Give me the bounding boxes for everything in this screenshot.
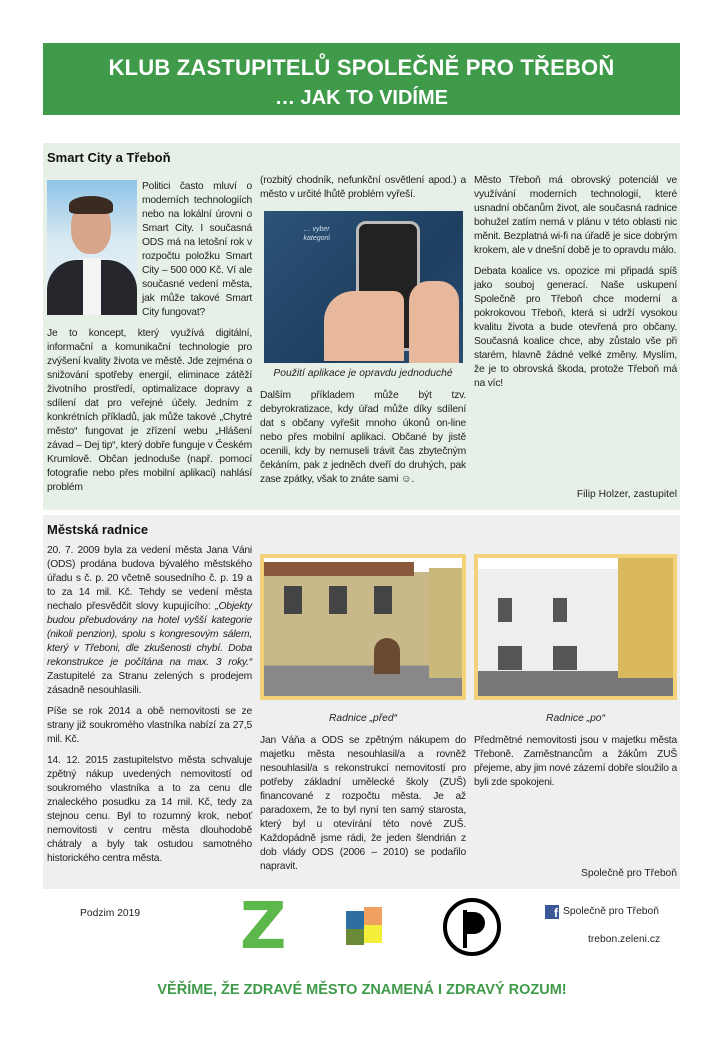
intro-paragraph: Politici často mluví o moderních technologiích nebo na lokální úrovni o Smart City. I současná ODS má na letošní rok v rozpočtu položku Smart City – 500 000 Kč. Ví ale současné vedení města, jak může takové Smart City fungovat?	[142, 181, 252, 318]
facebook-icon: f	[545, 905, 559, 919]
radnice-section	[43, 515, 680, 889]
paragraph: Píše se rok 2014 a obě nemovitosti se ze strany již soukromého vlastníka nabízí za 27,5 mil. Kč.	[47, 706, 252, 745]
newsletter-subtitle: … JAK TO VIDÍME	[275, 87, 448, 109]
green-party-logo: Z	[240, 890, 287, 964]
facebook-link[interactable]	[545, 905, 659, 919]
image-caption: Použití aplikace je opravdu jednoduché	[273, 368, 453, 379]
signature: Filip Holzer, zastupitel	[576, 489, 677, 500]
quote: „Objekty budou přebudovány na hotel vyšší kategorie (nikoli penzion), spolu s kongresovým sálem, který v Třeboni, dle zkušenosti chybí. Doba rekonstrukce je počítána na max. 3 roky.“	[47, 601, 252, 668]
town-hall-after-photo	[474, 554, 677, 700]
header-banner	[43, 43, 680, 115]
section-heading: Městská radnice	[47, 522, 149, 537]
issue-date: Podzim 2019	[80, 908, 141, 919]
newsletter-title: KLUB ZASTUPITELŮ SPOLEČNĚ PRO TŘEBOŇ	[108, 55, 615, 80]
signature: Společně pro Třeboň	[581, 868, 677, 879]
slogan: VĚŘÍME, ŽE ZDRAVÉ MĚSTO ZNAMENÁ I ZDRAVÝ ROZUM!	[157, 982, 567, 998]
paragraph: 14. 12. 2015 zastupitelstvo města schvaluje zpětný nákup uvedených nemovitostí od soukromého vlastníka a to za cenu dle znaleckého posudku za 14 mil. Kč, tedy za stejnou cenu. Byl to rozumný krok, neboť nemovitosti v centru města dlouhodobě chátraly a byly tak ostudou samotného historického centra města.	[47, 755, 252, 864]
footer	[43, 889, 680, 1039]
paragraph: Město Třeboň má obrovský potenciál ve využívání moderních technologií, které usnadní občanům život, ale současná radnice bohužel zatím nemá v plánu v této oblasti nic měnit. Bezplatná wi-fi na úřadě je sice dobrým krokem, ale v dnešní době je to opravdu málo.	[474, 175, 677, 256]
paragraph: Předmětné nemovitosti jsou v majetku města Třeboně. Zaměstnancům a žákům ZUŠ přejeme, aby jim nové zázemí dobře sloužilo a byli zde spokojeni.	[474, 735, 677, 788]
phone-app-photo	[264, 211, 463, 363]
paragraph: Dalším příkladem může být tzv. debyrokratizace, kdy úřad může díky sdílení dat s občany vyřešit mnoho úkonů on-line nebo přes mobilní aplikaci. Občané by jistě ocenili, kdy by nemuseli trávit čas zbytečným čekáním, pak z jedněch dveří do druhých, pak zase zpátky, však to znáte sami ☺.	[260, 390, 466, 485]
section-heading: Smart City a Třeboň	[47, 150, 171, 165]
paragraph: Jan Váňa a ODS se zpětným nákupem do majetku města nesouhlasil/a a rovněž nesouhlasil/a s rekonstrukcí nemovitostí pro potřeby základní umělecké školy (ZUŠ) financované z rozpočtu města. Je až paradoxem, že to byl nyní ten samý starosta, který byl u otevírání této nové ZUŠ. Každopádně jsme rádi, že jeden šlendrián z dob vlády ODS (2006 – 2010) se podařilo napravit.	[260, 735, 466, 872]
paragraph	[47, 544, 252, 698]
facebook-label: Společně pro Třeboň	[563, 906, 659, 917]
pirate-party-logo	[443, 898, 501, 956]
town-hall-before-photo	[260, 554, 466, 700]
author-photo	[47, 180, 137, 315]
website-link[interactable]: trebon.zeleni.cz	[588, 934, 661, 945]
paragraph: Debata koalice vs. opozice mi připadá spíš jako souboj generací. Naše uskupení Společně pro Třeboň chce moderní a pokrokovou Třeboň, která si udrží vysokou kvalitu života a bude otevřená pro občany. Současná koalice chce, aby zůstalo vše při starém, hlavně žádné velké změny. Myslím, že je to obrovská škoda, protože Třeboň má na víc!	[474, 266, 677, 389]
puzzle-logo	[340, 901, 390, 955]
photo-caption-after: Radnice „po“	[546, 713, 605, 724]
image-annotation: … vyber kategorii	[303, 226, 330, 242]
paragraph: Je to koncept, který využívá digitální, informační a komunikační technologie pro zvýšení kvality života ve městě. Jde zejména o snižování spotřeby energií, eliminace zátěží životního prostředí, optimalizace dopravy a sdílení dat pro veřejné účely. Jedním z konkrétních příkladů, jak může takové „Chytré město“ fungovat je zřízení webu „Hlášení závad – Dej tip“, který dobře funguje v Českém Krumlově. Občan jednoduše (např. pomocí fotografie nebo přes mobilní aplikaci) nahlásí problém	[47, 328, 252, 493]
smart-city-section	[43, 143, 680, 510]
paragraph: (rozbitý chodník, nefunkční osvětlení apod.) a město v určité lhůtě problém vyřeší.	[260, 175, 466, 200]
text: Zastupitelé za Stranu zelených s prodejem zásadně nesouhlasili.	[47, 671, 252, 696]
photo-caption-before: Radnice „před“	[328, 713, 398, 724]
text: 20. 7. 2009 byla za vedení města Jana Váni (ODS) prodána budova bývalého městského úřadu s č. p. 20 včetně sousedního č. p. 19 a to za 14 mil. Kč. Tehdy se vedení města nechalo přesvědčit slovy kupujícího:	[47, 545, 252, 612]
